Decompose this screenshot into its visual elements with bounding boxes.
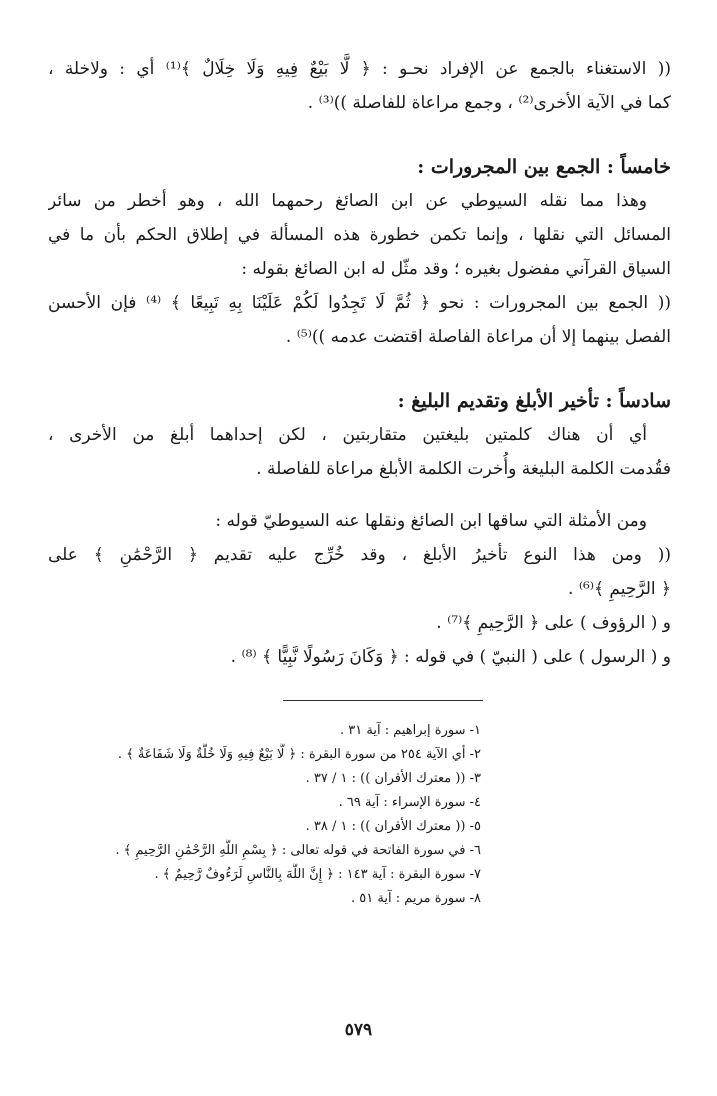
- footnotes: [48, 719, 671, 911]
- footnote: ٢- أي الآية ٢٥٤ من سورة البقرة : ﴿ لَّا بَيْعٌ فِيهِ وَلَا خُلَّةٌ وَلَا شَفَاعَةٌ ﴾ .: [117, 747, 481, 762]
- footnote: ١- سورة إبراهيم : آية ٣١ .: [340, 723, 481, 738]
- footnote: ٥- (( معترك الأقران )) : ١ / ٣٨ .: [305, 819, 481, 834]
- section-heading: خامساً : الجمع بين المجرورات :: [417, 156, 671, 178]
- body-line: كما في الآية الأخرى⁽²⁾ ، وجمع مراعاة للفاصلة ))⁽³⁾ .: [307, 93, 671, 113]
- section5: [48, 150, 671, 354]
- section6: [48, 384, 671, 674]
- body-line: السياق القرآني مفضول بغيره ؛ وقد مثّل له ابن الصائغ بقوله :: [241, 259, 671, 279]
- example-line: و ( الرؤوف ) على ﴿ الرَّحِيمِ ﴾⁽⁷⁾ .: [436, 613, 671, 633]
- quote-line: الفصل بينهما إلا أن مراعاة الفاصلة اقتضت عدمه ))⁽⁵⁾ .: [285, 327, 671, 347]
- footnote: ٤- سورة الإسراء : آية ٦٩ .: [338, 795, 481, 810]
- example-line: (( ومن هذا النوع تأخيرُ الأبلغ ، وقد خُرِّج عليه تقديم ﴿ الرَّحْمَٰنِ ﴾ على: [48, 545, 671, 565]
- quote-line: (( الجمع بين المجرورات : نحو ﴿ ثُمَّ لَا تَجِدُوا لَكُمْ عَلَيْنَا بِهِ تَبِيعًا ﴾ ⁽⁴⁾ فإن الأحسن: [48, 293, 671, 313]
- section4-continuation: [48, 52, 671, 120]
- footnote: ٣- (( معترك الأقران )) : ١ / ٣٧ .: [305, 771, 481, 786]
- example-line: و ( الرسول ) على ( النبيّ ) في قوله : ﴿ وَكَانَ رَسُولًا نَّبِيًّا ﴾ ⁽⁸⁾ .: [230, 647, 671, 667]
- section-heading: سادساً : تأخير الأبلغ وتقديم البليغ :: [397, 390, 671, 412]
- example-line: ﴿ الرَّحِيمِ ﴾⁽⁶⁾ .: [568, 579, 671, 599]
- footnote-divider: [283, 700, 483, 701]
- body-line: ومن الأمثلة التي ساقها ابن الصائغ ونقلها عنه السيوطيّ قوله :: [215, 511, 647, 531]
- body-line: وهذا مما نقله السيوطي عن ابن الصائغ رحمهما الله ، وهو أخطر من سائر: [48, 191, 647, 211]
- body-line: أي أن هناك كلمتين بليغتين متقاربتين ، لكن إحداهما أبلغ من الأخرى ،: [48, 425, 647, 445]
- page-number: ٥٧٩: [344, 1020, 373, 1040]
- body-line: (( الاستغناء بالجمع عن الإفراد نحـو : ﴿ لَّا بَيْعٌ فِيهِ وَلَا خِلَالٌ ﴾⁽¹⁾ أي : ولاخلة ،: [48, 59, 671, 79]
- footnote: ٨- سورة مريم : آية ٥١ .: [351, 891, 481, 906]
- footnote: ٦- في سورة الفاتحة في قوله تعالى : ﴿ بِسْمِ اللَّهِ الرَّحْمَٰنِ الرَّحِيمِ ﴾ .: [115, 843, 481, 858]
- footnote: ٧- سورة البقرة : آية ١٤٣ : ﴿ إِنَّ اللَّهَ بِالنَّاسِ لَرَءُوفٌ رَّحِيمٌ ﴾ .: [154, 867, 481, 882]
- body-line: المسائل التي نقلها ، وإنما تكمن خطورة هذه المسألة في إطلاق الحكم بأن ما في: [48, 225, 671, 245]
- body-line: فقُدمت الكلمة البليغة وأُخرت الكلمة الأبلغ مراعاة للفاصلة .: [256, 459, 671, 479]
